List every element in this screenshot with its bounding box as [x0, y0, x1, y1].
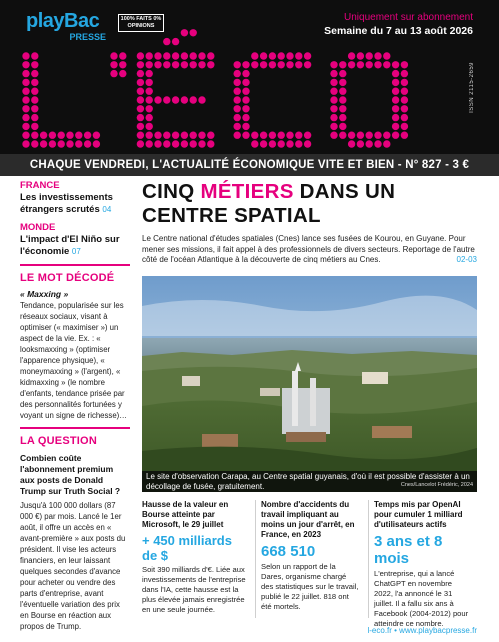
title-dot: [330, 70, 337, 77]
title-dot: [137, 114, 144, 121]
title-dot: [401, 123, 408, 130]
title-dot: [304, 61, 311, 68]
masthead: [0, 0, 499, 154]
stat-text: Selon un rapport de la Dares, organisme chargé des statistiques sur le travail, publié le 22 juillet. 818 ont été mortels.: [261, 562, 359, 611]
title-dot: [234, 123, 241, 130]
title-dot: [119, 70, 126, 77]
title-dot: [172, 140, 179, 147]
tagline-bar: CHAQUE VENDREDI, L'ACTUALITÉ ÉCONOMIQUE VITE ET BIEN - N° 827 - 3 €: [0, 154, 499, 176]
facts-badge: 100% FAITS 0% OPINIONS: [118, 14, 164, 32]
title-dot: [295, 52, 302, 59]
title-dot: [234, 61, 241, 68]
title-dot: [330, 88, 337, 95]
title-dot: [278, 61, 285, 68]
title-dot: [242, 79, 249, 86]
title-dot: [286, 52, 293, 59]
title-dot: [339, 79, 346, 86]
title-dot: [234, 114, 241, 121]
title-dot: [137, 132, 144, 139]
title-dot: [357, 52, 364, 59]
page-number: 04: [102, 205, 112, 214]
title-dot: [330, 61, 337, 68]
title-dot: [392, 70, 399, 77]
section-label: FRANCE: [20, 180, 60, 191]
title-dot: [163, 96, 170, 103]
answer-text: Jusqu'à 100 000 dollars (87 000 €) par mois. Lancé le 1er août, il offre un accès en « avant-première » aux posts du président. Il vise les acteurs financiers, en leur laissant quelques secondes d'avance pour acheter ou vendre des parts d'entreprise, avant l'éventuelle variation des prix en Bourse en réaction aux propos de Trump.: [20, 501, 126, 631]
title-dot: [84, 132, 91, 139]
box-heading: LA QUESTION: [20, 435, 97, 447]
title-dot: [286, 132, 293, 139]
decoded-word: « Maxxing »: [20, 289, 69, 299]
title-dot: [401, 70, 408, 77]
title-dot: [181, 96, 188, 103]
title-dot: [339, 114, 346, 121]
title-dot: [304, 132, 311, 139]
title-dot: [58, 140, 65, 147]
question-title: Combien coûte l'abonnement premium aux posts de Donald Trump sur Truth Social ?: [20, 453, 121, 496]
title-dot: [22, 132, 29, 139]
title-dot: [401, 114, 408, 121]
title-dot: [154, 140, 161, 147]
title-dot: [31, 114, 38, 121]
title-dot: [339, 88, 346, 95]
title-dot: [22, 114, 29, 121]
title-dot: [154, 96, 161, 103]
key-figures: [142, 500, 477, 628]
title-dot: [84, 140, 91, 147]
title-dot: [22, 140, 29, 147]
mot-decode-box: [20, 271, 130, 421]
title-dot: [392, 96, 399, 103]
title-dot: [374, 61, 381, 68]
title-dot: [392, 88, 399, 95]
title-dot: [278, 140, 285, 147]
stat-openai: [368, 500, 472, 628]
title-dot: [392, 123, 399, 130]
title-dot: [172, 132, 179, 139]
title-dot: [207, 140, 214, 147]
title-dot: [31, 79, 38, 86]
title-dot: [242, 96, 249, 103]
title-dot: [66, 140, 73, 147]
title-dot: [242, 114, 249, 121]
title-dot: [146, 114, 153, 121]
title-dot: [31, 52, 38, 59]
title-dot: [401, 132, 408, 139]
title-dot: [234, 96, 241, 103]
title-dot: [207, 132, 214, 139]
stat-figure: + 450 milliards de $: [142, 533, 232, 563]
title-dot: [146, 96, 153, 103]
title-dot: [181, 132, 188, 139]
title-dot: [146, 123, 153, 130]
title-dot: [251, 140, 258, 147]
title-dot: [207, 52, 214, 59]
title-dot: [93, 140, 100, 147]
title-dot: [40, 132, 47, 139]
title-dot: [146, 52, 153, 59]
title-dot: [348, 61, 355, 68]
title-dot: [401, 79, 408, 86]
title-dot: [22, 61, 29, 68]
teaser-title: L'impact d'El Niño sur l'économie 07: [20, 234, 120, 257]
title-dot: [137, 70, 144, 77]
title-dot: [260, 52, 267, 59]
stat-title: Nombre d'accidents du travail impliquant au moins un jour d'arrêt, en France, en 2023: [261, 500, 355, 539]
title-dot: [137, 61, 144, 68]
title-dot: [374, 140, 381, 147]
title-dot: [242, 132, 249, 139]
stat-text: L'entreprise, qui a lancé ChatGPT en novembre 2022, l'a annoncé le 31 juillet. Il a fallu six ans à Facebook (2004-2012) pour atteindre ce nombre.: [374, 569, 469, 628]
title-dot: [22, 96, 29, 103]
title-dot: [234, 88, 241, 95]
title-dot: [374, 52, 381, 59]
title-dot: [251, 52, 258, 59]
stat-microsoft: [142, 500, 246, 618]
title-dot: [392, 105, 399, 112]
title-dot: [146, 132, 153, 139]
title-dot: [392, 79, 399, 86]
brand-name: playBac: [26, 10, 100, 32]
title-dot: [251, 61, 258, 68]
page-number: 02-03: [456, 255, 477, 264]
title-dot: [295, 132, 302, 139]
title-dot: [22, 52, 29, 59]
title-dot: [330, 123, 337, 130]
title-dot: [198, 96, 205, 103]
title-dot: [383, 52, 390, 59]
title-dot: [198, 61, 205, 68]
title-dot: [242, 88, 249, 95]
title-dot: [163, 140, 170, 147]
title-dot: [146, 140, 153, 147]
title-dot: [181, 61, 188, 68]
title-dot: [190, 96, 197, 103]
stat-text: Soit 390 milliards d'€. Liée aux investissements de l'entreprise dans l'IA, cette hausse est la plus élevée jamais enregistrée en une seule journée.: [142, 565, 246, 614]
title-dot: [348, 140, 355, 147]
title-dot: [163, 61, 170, 68]
title-dot: [392, 114, 399, 121]
title-dot: [339, 105, 346, 112]
title-dot: [348, 52, 355, 59]
definition-text: Tendance, popularisée sur les réseaux sociaux, visant à optimiser (« maximiser ») un aspect de la vie. Ex. : « looksmaxxing » (optimiser l'apparence physique), « moneymaxxing » (l'argent), « kidmaxxing » (le nombre d'enfants, tendance prisée par des personnalités fortunées y voyant un signe de richesse)…: [20, 301, 128, 420]
title-dot: [348, 132, 355, 139]
title-dot: [339, 61, 346, 68]
title-dot: [137, 105, 144, 112]
title-dot: [146, 61, 153, 68]
title-dot: [190, 140, 197, 147]
title-dot: [49, 132, 56, 139]
title-dot: [374, 132, 381, 139]
title-dot: [181, 52, 188, 59]
title-dot: [269, 132, 276, 139]
title-dot: [260, 140, 267, 147]
sidebar-teaser-france[interactable]: [20, 180, 130, 216]
title-dot: [242, 70, 249, 77]
teaser-title: Les investissements étrangers scrutés 04: [20, 192, 113, 215]
title-dot: [251, 132, 258, 139]
question-box: [20, 434, 130, 632]
title-dot: [260, 61, 267, 68]
title-dot: [383, 61, 390, 68]
headline: CINQ MÉTIERS DANS UN CENTRE SPATIAL: [142, 180, 396, 227]
brand-sub: PRESSE: [69, 32, 106, 42]
divider: [20, 264, 130, 266]
title-dot: [198, 140, 205, 147]
issue-info: [324, 12, 473, 38]
title-dot: [154, 61, 161, 68]
title-dot: [198, 132, 205, 139]
title-dot: [172, 96, 179, 103]
title-dot: [383, 140, 390, 147]
title-dot: [119, 52, 126, 59]
title-dot: [163, 132, 170, 139]
title-dot: [366, 61, 373, 68]
title-dot: [269, 61, 276, 68]
title-dot: [198, 52, 205, 59]
title-dot: [146, 79, 153, 86]
title-dot: [31, 140, 38, 147]
title-dot: [339, 132, 346, 139]
title-dot: [357, 61, 364, 68]
title-dot: [49, 140, 56, 147]
title-dot: [137, 96, 144, 103]
title-dot: [357, 140, 364, 147]
issue-week: Semaine du 7 au 13 août 2026: [324, 25, 473, 37]
title-dot: [31, 70, 38, 77]
title-dot: [278, 52, 285, 59]
title-dot: [401, 61, 408, 68]
stat-title: Temps mis par OpenAI pour cumuler 1 milliard d'utilisateurs actifs: [374, 500, 463, 529]
title-dot: [339, 70, 346, 77]
title-dot: [66, 132, 73, 139]
title-dot: [190, 52, 197, 59]
title-dot: [242, 105, 249, 112]
title-dot: [40, 140, 47, 147]
title-dot: [172, 52, 179, 59]
launch-site-illustration: [142, 276, 477, 492]
divider: [20, 427, 130, 429]
title-dot: [22, 88, 29, 95]
title-dot: [22, 123, 29, 130]
page-number: 07: [71, 247, 81, 256]
title-dot: [304, 52, 311, 59]
title-dot: [295, 140, 302, 147]
title-dot: [75, 132, 82, 139]
title-dot: [401, 105, 408, 112]
title-dot: [31, 123, 38, 130]
title-dot: [295, 61, 302, 68]
title-dot: [31, 61, 38, 68]
issn: ISSN 2115-2659: [469, 62, 475, 113]
title-dot: [154, 52, 161, 59]
title-dot: [137, 88, 144, 95]
title-dot: [31, 88, 38, 95]
title-dot: [242, 61, 249, 68]
title-dot: [137, 123, 144, 130]
title-dot: [392, 61, 399, 68]
title-dot: [330, 132, 337, 139]
section-label: MONDE: [20, 222, 56, 233]
title-dot: [366, 52, 373, 59]
title-dot: [146, 88, 153, 95]
title-dot: [383, 132, 390, 139]
title-dot: [22, 105, 29, 112]
stat-accidents: [255, 500, 359, 618]
brand-logo[interactable]: [26, 10, 112, 42]
title-dot: [330, 79, 337, 86]
title-dot: [242, 123, 249, 130]
sidebar: [20, 180, 130, 632]
title-dot: [22, 79, 29, 86]
title-dot: [207, 61, 214, 68]
title-dot: [190, 132, 197, 139]
sidebar-teaser-monde[interactable]: [20, 222, 130, 258]
title-dot: [154, 132, 161, 139]
photo-credit: Cnes/Lancelot Frédéric, 2024: [400, 481, 473, 488]
title-dot: [357, 132, 364, 139]
title-dot: [234, 70, 241, 77]
title-dot: [190, 61, 197, 68]
accent-dot: [172, 38, 179, 45]
title-dot: [31, 105, 38, 112]
footer-links[interactable]: l-eco.fr • www.playbacpresse.fr: [367, 626, 477, 635]
title-dot: [330, 105, 337, 112]
accent-dot: [163, 38, 170, 45]
title-dot: [137, 79, 144, 86]
title-dot: [366, 140, 373, 147]
title-dot: [181, 140, 188, 147]
title-dot: [401, 96, 408, 103]
stat-figure: 3 ans et 8 mois: [374, 533, 443, 567]
title-dot: [75, 140, 82, 147]
lede: Le Centre national d'études spatiales (Cnes) lance ses fusées de Kourou, en Guyane. Pour mener ses missions, il fait appel à des professionnels de divers secteurs. Reportage de l'autre côté de l'océan Atlantique à la découverte de cinq métiers au Cnes. 02-03: [142, 234, 477, 264]
title-dot: [401, 88, 408, 95]
title-dot: [22, 70, 29, 77]
title-dot: [31, 132, 38, 139]
title-dot: [234, 79, 241, 86]
title-dot: [146, 70, 153, 77]
title-dot: [260, 132, 267, 139]
stat-title: Hausse de la valeur en Bourse atteinte par Microsoft, le 29 juillet: [142, 500, 229, 529]
title-dot: [137, 140, 144, 147]
title-dot: [110, 70, 117, 77]
title-dot: [392, 132, 399, 139]
title-dot: [286, 61, 293, 68]
cover-photo: [142, 276, 477, 492]
title-dot: [137, 52, 144, 59]
stat-figure: 668 510: [261, 543, 316, 560]
title-dot: [110, 52, 117, 59]
box-heading: LE MOT DÉCODÉ: [20, 272, 115, 284]
title-dot: [110, 61, 117, 68]
title-dot: [278, 132, 285, 139]
title-dot: [286, 140, 293, 147]
title-dot: [234, 105, 241, 112]
title-dot: [366, 132, 373, 139]
title-dot: [330, 96, 337, 103]
title-dot: [234, 132, 241, 139]
accent-dot: [181, 29, 188, 36]
title-dot: [339, 96, 346, 103]
title-dot: [269, 140, 276, 147]
title-dot: [330, 114, 337, 121]
title-dot: [31, 96, 38, 103]
accent-dot: [190, 29, 197, 36]
title-dot: [269, 52, 276, 59]
cover-story[interactable]: [142, 180, 477, 266]
title-dot: [93, 132, 100, 139]
title-dot: [163, 52, 170, 59]
title-dot: [58, 132, 65, 139]
photo-caption: [142, 471, 477, 492]
title-dot: [339, 123, 346, 130]
subscription-note: Uniquement sur abonnement: [344, 12, 473, 23]
title-dot: [146, 105, 153, 112]
caption-text: Le site d'observation Carapa, au Centre spatial guyanais, d'où il est possible d'assister à un décollage de fusée, gratuitement.: [146, 472, 470, 491]
title-dot: [172, 61, 179, 68]
title-dot: [304, 140, 311, 147]
title-dot: [119, 61, 126, 68]
